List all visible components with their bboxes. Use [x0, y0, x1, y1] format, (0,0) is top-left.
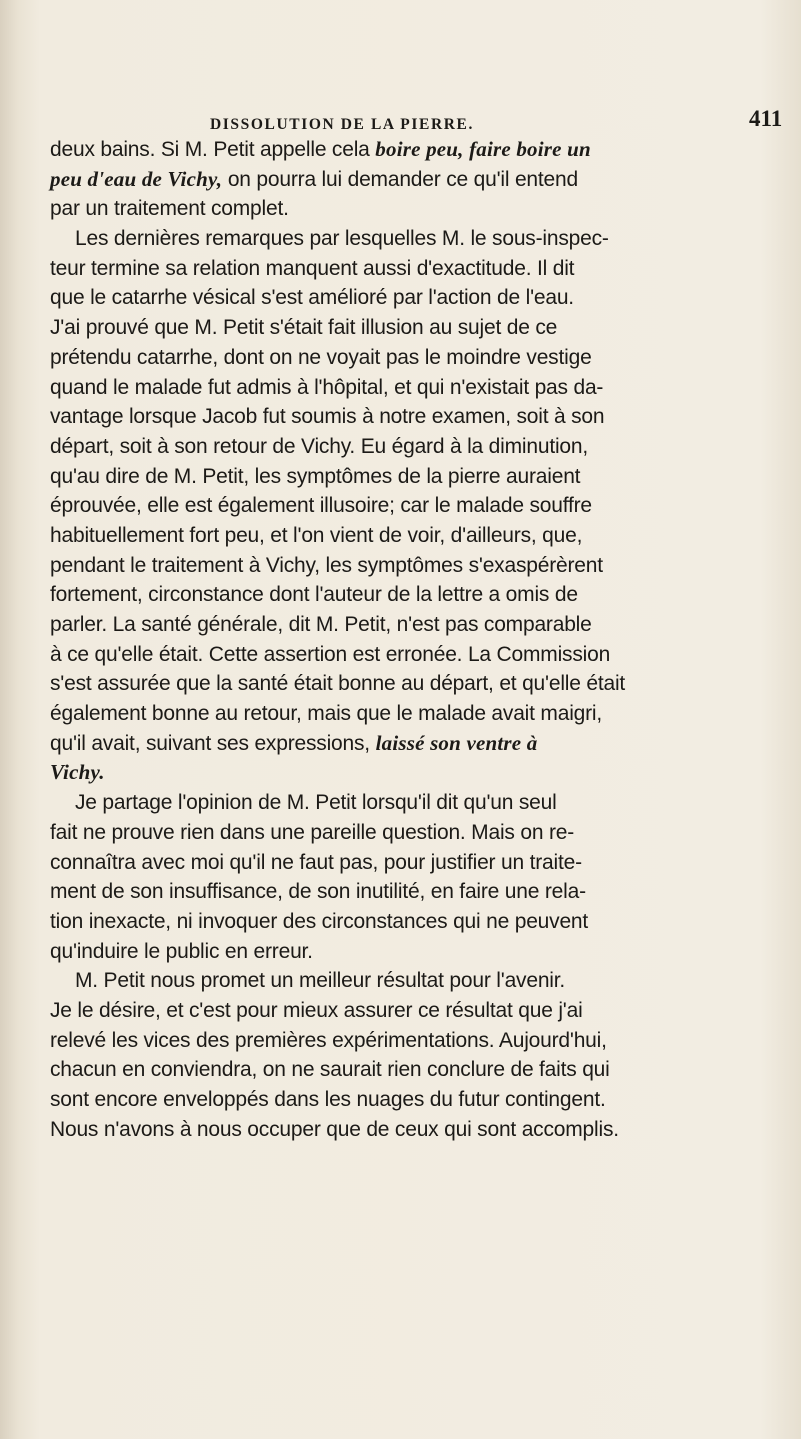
italic-run: laissé son ventre à [375, 730, 538, 755]
text-line: quand le malade fut admis à l'hôpital, et qui n'existait pas da- [50, 375, 604, 399]
body-text [50, 135, 768, 1144]
text-line: habituellement fort peu, et l'on vient de voir, d'ailleurs, que, [50, 523, 583, 547]
text-line: s'est assurée que la santé était bonne au départ, et qu'elle était [50, 672, 626, 696]
text-line: teur termine sa relation manquent aussi d'exactitude. Il dit [50, 256, 575, 280]
page-number: 411 [749, 106, 783, 131]
text-line: relevé les vices des premières expérimentations. Aujourd'hui, [50, 1028, 607, 1052]
text-line: à ce qu'elle était. Cette assertion est erronée. La Commission [50, 642, 611, 666]
text-line: par un traitement complet. [50, 197, 289, 221]
running-head: DISSOLUTION DE LA PIERRE. [210, 116, 474, 133]
text-line: Nous n'avons à nous occuper que de ceux qui sont accomplis. [50, 1117, 619, 1141]
text-line: fortement, circonstance dont l'auteur de la lettre a omis de [50, 583, 578, 607]
text-line: Je partage l'opinion de M. Petit lorsqu'il dit qu'un seul [75, 791, 557, 815]
text-line [50, 135, 768, 165]
text-line [50, 758, 768, 788]
text-line: qu'induire le public en erreur. [50, 939, 313, 963]
text-line: ment de son insuffisance, de son inutilité, en faire une rela- [50, 880, 586, 904]
text-line: Je le désire, et c'est pour mieux assurer ce résultat que j'ai [50, 998, 583, 1022]
text-line [50, 165, 768, 195]
text-line: tion inexacte, ni invoquer des circonstances qui ne peuvent [50, 909, 589, 933]
paragraph-3 [50, 788, 768, 966]
text-run: deux bains. Si M. Petit appelle cela [50, 138, 376, 161]
text-line: pendant le traitement à Vichy, les symptômes s'exaspérèrent [50, 553, 603, 577]
italic-run: boire peu, faire boire un [375, 137, 591, 161]
text-line: chacun en conviendra, on ne saurait rien conclure de faits qui [50, 1058, 610, 1082]
paragraph-4 [50, 966, 768, 1144]
paragraph-1 [50, 135, 768, 224]
text-line: fait ne prouve rien dans une pareille question. Mais on re- [50, 820, 575, 844]
text-line: Les dernières remarques par lesquelles M. le sous-inspec- [75, 227, 609, 251]
text-line: prétendu catarrhe, dont on ne voyait pas le moindre vestige [50, 345, 592, 369]
text-line: vantage lorsque Jacob fut soumis à notre examen, soit à son [50, 405, 605, 429]
text-line: que le catarrhe vésical s'est amélioré par l'action de l'eau. [50, 286, 574, 310]
text-line: J'ai prouvé que M. Petit s'était fait illusion au sujet de ce [50, 316, 558, 340]
italic-run: peu d'eau de Vichy, [50, 166, 223, 191]
text-line: sont encore enveloppés dans les nuages du futur contingent. [50, 1088, 606, 1111]
italic-run: Vichy. [50, 760, 105, 785]
text-line [50, 729, 768, 759]
text-line: parler. La santé générale, dit M. Petit, n'est pas comparable [50, 613, 592, 636]
text-line: connaîtra avec moi qu'il ne faut pas, pour justifier un traite- [50, 850, 582, 874]
text-run: qu'il avait, suivant ses expressions, [50, 731, 376, 755]
text-line: départ, soit à son retour de Vichy. Eu égard à la diminution, [50, 434, 589, 458]
text-line: qu'au dire de M. Petit, les symptômes de la pierre auraient [50, 464, 581, 488]
text-line: éprouvée, elle est également illusoire; car le malade souffre [50, 494, 592, 518]
text-run: on pourra lui demander ce qu'il entend [222, 167, 578, 191]
text-line: également bonne au retour, mais que le malade avait maigri, [50, 702, 603, 726]
paragraph-2 [50, 224, 768, 788]
text-line: M. Petit nous promet un meilleur résultat pour l'avenir. [75, 969, 566, 993]
